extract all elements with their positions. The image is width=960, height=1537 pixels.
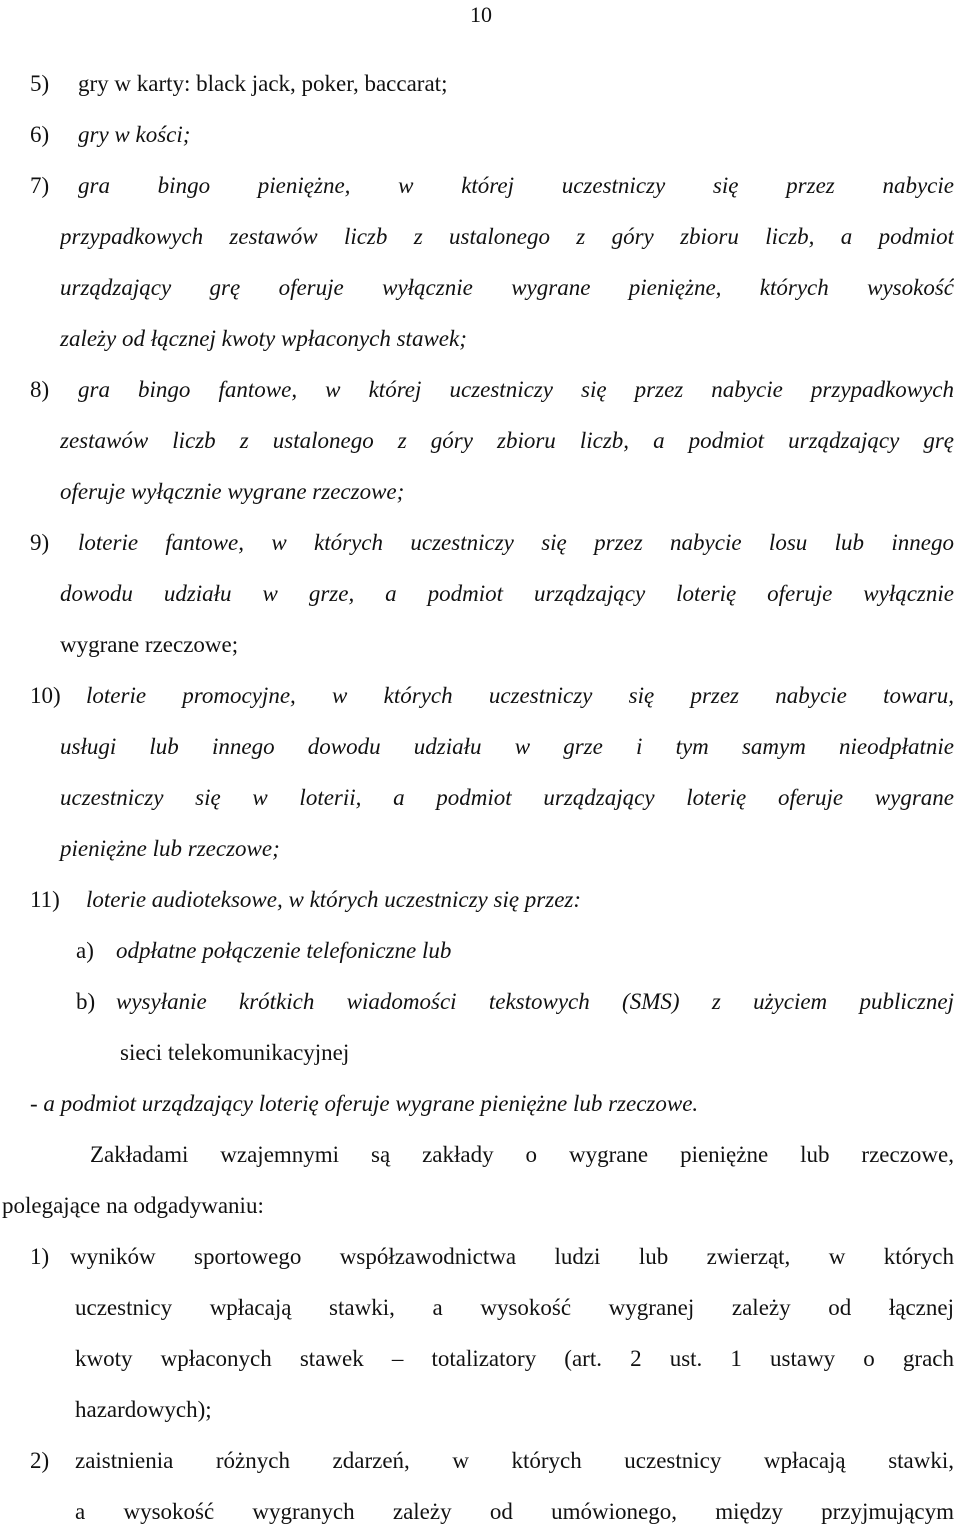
list-item-text: gra bingo pieniężne, w której uczestniczy się przez nabycie bbox=[78, 173, 954, 198]
list-number: 1) bbox=[30, 1244, 50, 1269]
sub-list-item-text: wysyłanie krótkich wiadomości tekstowych (SMS) z użyciem publicznej bbox=[116, 989, 954, 1014]
list-item-text: a wysokość wygranych zależy od umówionego, między przyjmującym bbox=[75, 1499, 954, 1524]
list-item-text: wyników sportowego współzawodnictwa ludzi lub zwierząt, w których bbox=[70, 1244, 954, 1269]
list-number: 2) bbox=[30, 1448, 50, 1473]
list-item-text: gry w kości; bbox=[78, 122, 191, 147]
list-item-text: loterie promocyjne, w których uczestniczy się przez nabycie towaru, bbox=[86, 683, 954, 708]
list-item-text: loterie fantowe, w których uczestniczy się przez nabycie losu lub innego bbox=[78, 530, 954, 555]
list-item-text: gra bingo fantowe, w której uczestniczy się przez nabycie przypadkowych bbox=[78, 377, 954, 402]
list-item-text: uczestniczy się w loterii, a podmiot urządzający loterię oferuje wygrane bbox=[60, 785, 954, 810]
list-item-text: urządzający grę oferuje wyłącznie wygrane pieniężne, których wysokość bbox=[60, 275, 954, 300]
list-item-text: kwoty wpłaconych stawek – totalizatory (art. 2 ust. 1 ustawy o grach bbox=[75, 1346, 954, 1371]
list-item-text: hazardowych); bbox=[75, 1397, 212, 1422]
sub-list-item-text: odpłatne połączenie telefoniczne lub bbox=[116, 938, 452, 963]
list-item-text: gry w karty: black jack, poker, baccarat; bbox=[78, 71, 448, 96]
sub-list-item-text: sieci telekomunikacyjnej bbox=[120, 1040, 350, 1065]
sub-list-letter: b) bbox=[76, 989, 96, 1014]
page-number: 10 bbox=[470, 2, 492, 27]
list-item-text: zaistnienia różnych zdarzeń, w których uczestnicy wpłacają stawki, bbox=[75, 1448, 954, 1473]
list-item-text: loterie audioteksowe, w których uczestniczy się przez: bbox=[86, 887, 582, 912]
list-item-text: zestawów liczb z ustalonego z góry zbioru liczb, a podmiot urządzający grę bbox=[60, 428, 954, 453]
list-item-text: pieniężne lub rzeczowe; bbox=[60, 836, 280, 861]
list-number: 6) bbox=[30, 122, 50, 147]
sub-list-letter: a) bbox=[76, 938, 94, 963]
list-number: 9) bbox=[30, 530, 50, 555]
list-number: 8) bbox=[30, 377, 50, 402]
list-number: 10) bbox=[30, 683, 61, 708]
list-number: 11) bbox=[30, 887, 60, 912]
list-item-text: wygrane rzeczowe; bbox=[60, 632, 239, 657]
list-number: 7) bbox=[30, 173, 50, 198]
list-number: 5) bbox=[30, 71, 50, 96]
paragraph-text: Zakładami wzajemnymi są zakłady o wygrane pieniężne lub rzeczowe, bbox=[90, 1142, 954, 1167]
list-item-text: oferuje wyłącznie wygrane rzeczowe; bbox=[60, 479, 405, 504]
paragraph-text: polegające na odgadywaniu: bbox=[2, 1193, 264, 1218]
list-item-text: przypadkowych zestawów liczb z ustalonego z góry zbioru liczb, a podmiot bbox=[60, 224, 954, 249]
list-item-text: usługi lub innego dowodu udziału w grze i tym samym nieodpłatnie bbox=[60, 734, 954, 759]
list-item-text: dowodu udziału w grze, a podmiot urządzający loterię oferuje wyłącznie bbox=[60, 581, 954, 606]
list-item-text: zależy od łącznej kwoty wpłaconych stawek; bbox=[60, 326, 467, 351]
list-item-text: uczestnicy wpłacają stawki, a wysokość wygranej zależy od łącznej bbox=[75, 1295, 954, 1320]
list-closing-clause: - a podmiot urządzający loterię oferuje wygrane pieniężne lub rzeczowe. bbox=[30, 1091, 699, 1116]
